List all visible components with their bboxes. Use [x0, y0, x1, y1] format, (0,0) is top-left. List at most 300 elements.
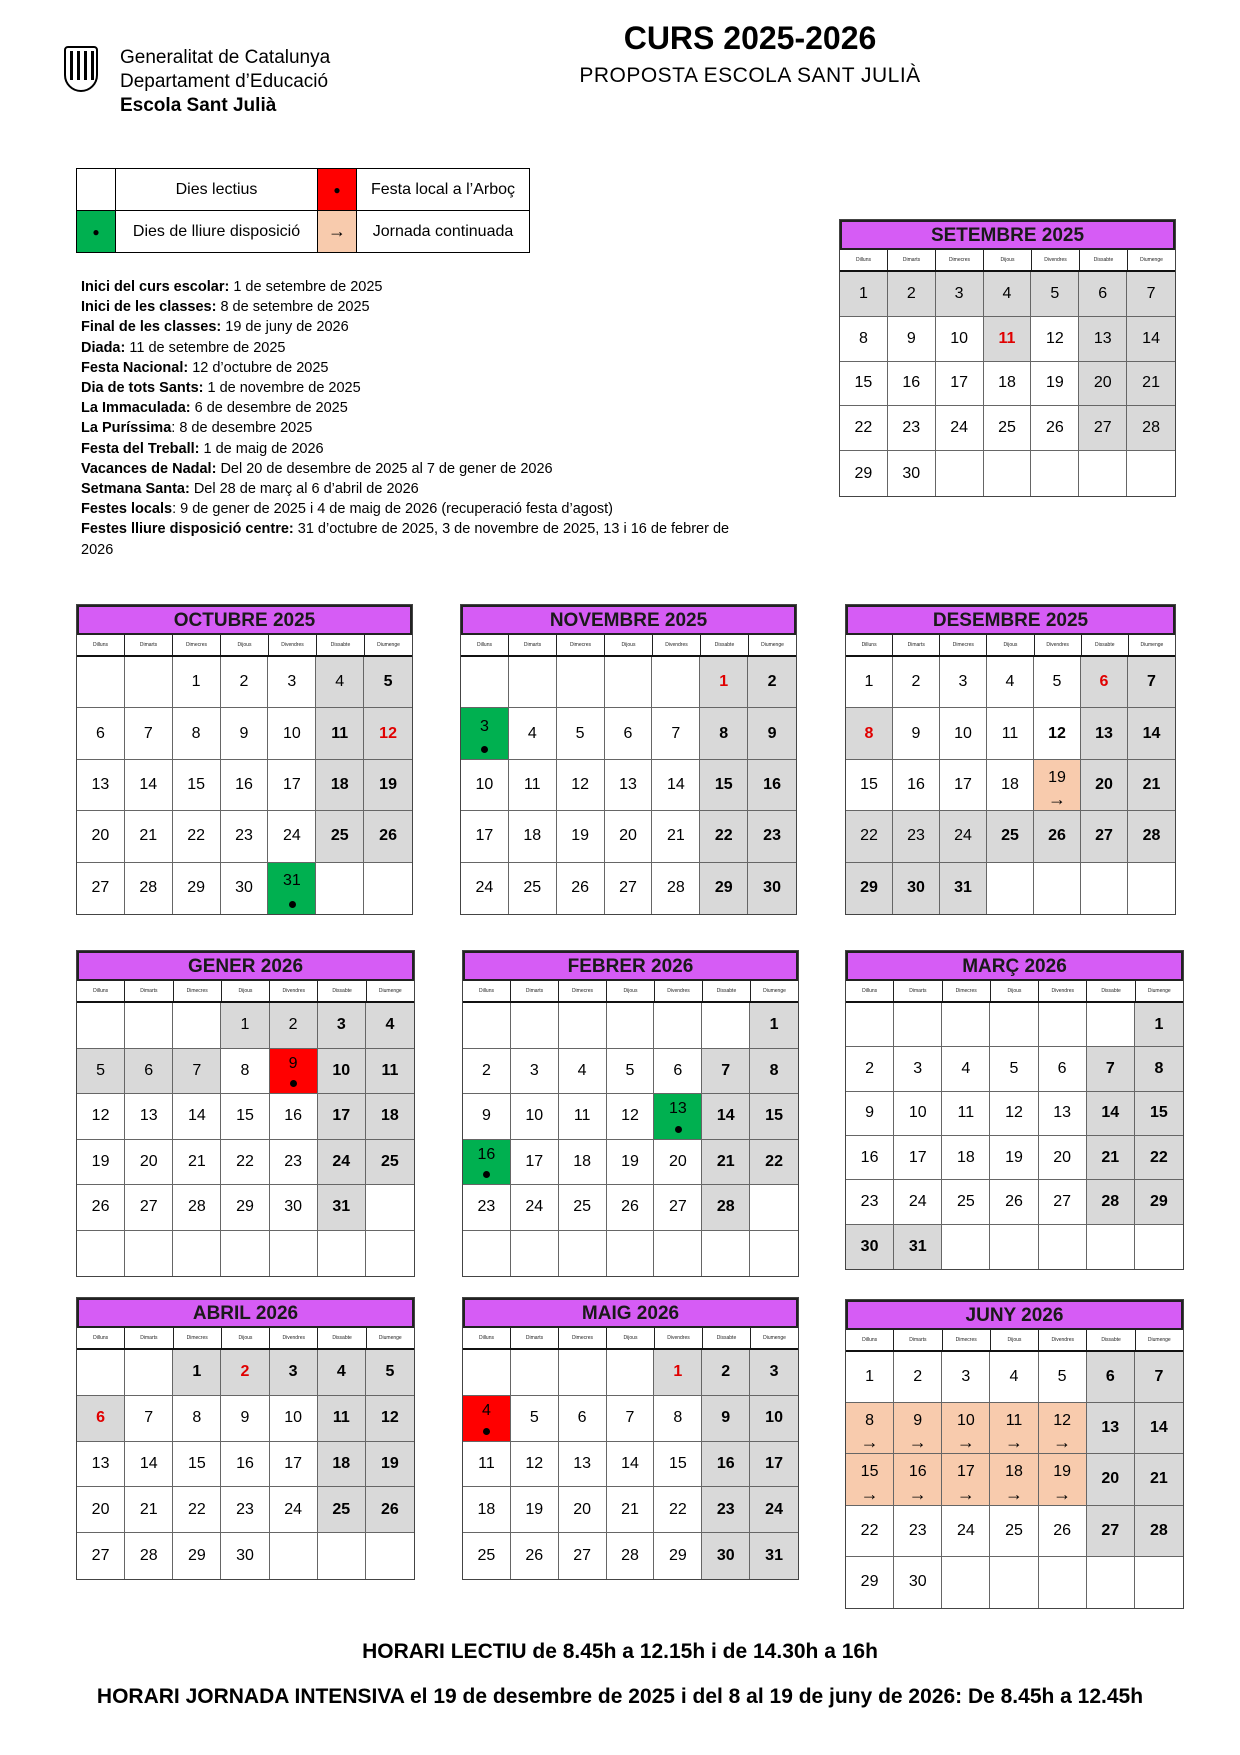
day-number: 5 — [1052, 673, 1062, 691]
month-grid — [461, 657, 796, 914]
empty-day-cell — [1087, 1225, 1135, 1269]
day-number: 9 — [240, 1409, 250, 1427]
day-number: 9 — [913, 1412, 923, 1430]
day-number: 23 — [236, 1500, 254, 1518]
day-cell — [559, 1396, 607, 1442]
day-cell — [990, 1506, 1038, 1557]
dot-icon — [290, 1080, 297, 1087]
day-number: 15 — [187, 775, 206, 793]
day-cell — [940, 760, 987, 811]
day-number: 10 — [908, 1104, 927, 1122]
month-grid — [77, 1350, 414, 1579]
day-number: 25 — [381, 1152, 399, 1170]
weekday-label: Dimarts — [893, 635, 940, 655]
day-cell — [750, 1003, 798, 1049]
day-number: 10 — [282, 724, 301, 742]
day-number: 21 — [1101, 1148, 1120, 1166]
day-number: 8 — [719, 724, 729, 742]
day-number: 18 — [573, 1152, 592, 1170]
day-number: 12 — [381, 1409, 399, 1427]
day-cell — [509, 811, 557, 862]
day-number: 29 — [187, 1547, 206, 1565]
day-number: 23 — [908, 1521, 927, 1539]
day-number: 18 — [1001, 775, 1019, 793]
empty-day-cell — [511, 1003, 559, 1049]
key-date-line — [81, 479, 761, 499]
day-cell — [559, 1487, 607, 1533]
day-number: 2 — [913, 1368, 923, 1386]
day-number: 30 — [908, 1573, 927, 1591]
day-number: 18 — [477, 1500, 496, 1518]
day-number: 15 — [236, 1107, 254, 1125]
calendar-abril — [76, 1297, 415, 1580]
day-number: 10 — [956, 1412, 975, 1430]
day-number: 15 — [1150, 1104, 1168, 1122]
day-number: 19 — [1005, 1148, 1023, 1166]
day-cell — [461, 863, 509, 914]
day-cell — [1135, 1454, 1183, 1505]
day-cell — [652, 863, 700, 914]
day-number: 20 — [139, 1152, 158, 1170]
day-cell — [607, 1094, 655, 1140]
day-number: 11 — [381, 1061, 399, 1079]
month-title: NOVEMBRE 2025 — [461, 605, 796, 635]
day-cell — [1135, 1092, 1183, 1136]
day-cell — [840, 272, 888, 317]
day-cell — [221, 1442, 269, 1488]
day-cell — [750, 1094, 798, 1140]
day-number: 8 — [858, 329, 868, 347]
dot-icon — [481, 746, 488, 753]
empty-day-cell — [270, 1231, 318, 1277]
day-cell — [846, 1352, 894, 1403]
day-cell — [846, 1092, 894, 1136]
day-cell — [840, 362, 888, 407]
day-cell — [318, 1003, 366, 1049]
day-number: 30 — [902, 464, 921, 482]
day-cell — [125, 1533, 173, 1579]
day-number: 12 — [379, 724, 397, 742]
weekday-header — [77, 981, 414, 1003]
day-cell — [125, 1140, 173, 1186]
day-cell — [364, 760, 412, 811]
day-number: 6 — [95, 724, 105, 742]
day-cell — [77, 1442, 125, 1488]
weekday-label: Divendres — [653, 635, 701, 655]
key-date-line — [81, 378, 761, 398]
day-cell — [557, 863, 605, 914]
day-number: 20 — [1093, 374, 1112, 392]
arrow-right-icon: → — [860, 1483, 879, 1504]
day-cell — [1034, 811, 1081, 862]
day-cell — [221, 1094, 269, 1140]
weekday-label: Dissabte — [1087, 981, 1135, 1001]
day-cell — [173, 657, 221, 708]
day-number: 26 — [525, 1547, 544, 1565]
key-date-line — [81, 439, 761, 459]
day-number: 6 — [1099, 673, 1109, 691]
day-cell — [268, 863, 316, 914]
day-number: 7 — [143, 724, 153, 742]
legend-local-label: Festa local a l’Arboç — [357, 169, 530, 211]
day-cell — [364, 708, 412, 759]
day-number: 23 — [907, 827, 925, 845]
empty-day-cell — [1034, 863, 1081, 914]
day-cell — [846, 657, 893, 708]
day-cell — [984, 362, 1032, 407]
weekday-label: Dimarts — [511, 1328, 559, 1348]
empty-day-cell — [461, 657, 509, 708]
day-number: 5 — [1009, 1059, 1019, 1077]
day-cell — [942, 1506, 990, 1557]
day-cell — [990, 1047, 1038, 1091]
empty-day-cell — [1079, 451, 1127, 496]
day-number: 8 — [192, 1409, 202, 1427]
empty-day-cell — [173, 1231, 221, 1277]
day-number: 8 — [673, 1409, 683, 1427]
day-cell — [509, 863, 557, 914]
day-cell — [840, 406, 888, 451]
day-cell — [942, 1454, 990, 1505]
day-number: 27 — [1095, 827, 1113, 845]
day-number: 6 — [1057, 1059, 1067, 1077]
empty-day-cell — [1039, 1003, 1087, 1047]
day-cell — [1039, 1352, 1087, 1403]
day-number: 28 — [1150, 1521, 1168, 1539]
day-number: 10 — [765, 1409, 783, 1427]
empty-day-cell — [366, 1533, 414, 1579]
day-number: 13 — [619, 775, 637, 793]
day-number: 24 — [525, 1198, 544, 1216]
day-number: 31 — [282, 872, 301, 890]
day-cell — [366, 1442, 414, 1488]
day-number: 31 — [332, 1198, 351, 1216]
empty-day-cell — [559, 1350, 607, 1396]
weekday-label: Dilluns — [846, 1330, 894, 1350]
key-date-label: Vacances de Nadal: — [81, 460, 217, 477]
day-number: 9 — [721, 1409, 731, 1427]
day-cell — [940, 657, 987, 708]
key-date-text: Del 28 de març al 6 d’abril de 2026 — [189, 481, 419, 498]
day-cell — [318, 1442, 366, 1488]
month-title: FEBRER 2026 — [463, 951, 798, 981]
day-cell — [893, 863, 940, 914]
day-cell — [221, 708, 269, 759]
dot-icon — [289, 901, 296, 908]
empty-day-cell — [1087, 1557, 1135, 1608]
day-cell — [846, 1136, 894, 1180]
day-cell — [461, 708, 509, 759]
day-number: 20 — [668, 1152, 687, 1170]
day-cell — [509, 708, 557, 759]
arrow-right-icon: → — [956, 1432, 975, 1453]
day-cell — [318, 1049, 366, 1095]
day-cell — [700, 811, 748, 862]
day-number: 6 — [1105, 1368, 1115, 1386]
day-cell — [77, 1140, 125, 1186]
weekday-label: Dijous — [222, 1328, 270, 1348]
day-number: 4 — [1005, 673, 1015, 691]
day-cell — [750, 1140, 798, 1186]
arrow-right-icon: → — [956, 1483, 975, 1504]
day-number: 6 — [96, 1409, 106, 1427]
day-cell — [893, 708, 940, 759]
day-cell — [559, 1533, 607, 1579]
key-date-line — [81, 358, 761, 378]
day-number: 15 — [765, 1107, 783, 1125]
day-cell — [463, 1049, 511, 1095]
empty-day-cell — [990, 1003, 1038, 1047]
day-number: 19 — [379, 775, 397, 793]
legend-local-swatch — [318, 169, 357, 211]
key-date-label: Final de les classes: — [81, 319, 222, 336]
day-cell — [846, 811, 893, 862]
day-number: 22 — [236, 1152, 254, 1170]
weekday-label: Diumenge — [763, 1335, 786, 1341]
day-cell — [366, 1003, 414, 1049]
empty-day-cell — [942, 1557, 990, 1608]
day-number: 30 — [860, 1237, 879, 1255]
day-cell — [652, 760, 700, 811]
day-number: 9 — [865, 1104, 875, 1122]
day-cell — [1127, 272, 1175, 317]
day-cell — [463, 1533, 511, 1579]
weekday-header — [463, 1328, 798, 1350]
day-number: 27 — [1053, 1192, 1072, 1210]
day-cell — [221, 811, 269, 862]
day-number: 30 — [235, 879, 253, 897]
day-number: 5 — [383, 673, 393, 691]
day-number: 9 — [906, 329, 916, 347]
dot-icon — [675, 1126, 682, 1133]
day-number: 3 — [954, 284, 964, 302]
key-date-label: La Immaculada: — [81, 400, 191, 417]
empty-day-cell — [1135, 1225, 1183, 1269]
day-number: 3 — [287, 673, 297, 691]
day-cell — [748, 657, 796, 708]
day-cell — [888, 362, 936, 407]
day-number: 14 — [139, 775, 158, 793]
day-cell — [1087, 1506, 1135, 1557]
day-number: 6 — [623, 724, 633, 742]
weekday-label: Divendres — [1039, 981, 1087, 1001]
day-number: 24 — [284, 1500, 303, 1518]
weekday-label: Dilluns — [77, 1328, 125, 1348]
day-number: 13 — [1093, 329, 1112, 347]
weekday-header — [846, 981, 1183, 1003]
legend-continuous-label: Jornada continuada — [357, 211, 530, 253]
day-number: 17 — [908, 1148, 927, 1166]
day-number: 16 — [477, 1145, 496, 1163]
empty-day-cell — [1087, 1003, 1135, 1047]
day-number: 27 — [573, 1547, 592, 1565]
weekday-label: Dissabte — [317, 635, 365, 655]
key-date-line — [81, 499, 761, 519]
empty-day-cell — [607, 1003, 655, 1049]
day-cell — [940, 708, 987, 759]
key-date-line — [81, 297, 761, 317]
day-cell — [366, 1350, 414, 1396]
day-number: 16 — [908, 1463, 927, 1481]
calendar-setembre — [839, 219, 1176, 497]
day-cell — [990, 1403, 1038, 1454]
weekday-label: Dimarts — [125, 1328, 173, 1348]
empty-day-cell — [984, 451, 1032, 496]
day-cell — [936, 317, 984, 362]
day-number: 29 — [236, 1198, 254, 1216]
day-cell — [270, 1185, 318, 1231]
empty-day-cell — [936, 451, 984, 496]
key-date-text: 8 de setembre de 2025 — [216, 299, 370, 316]
day-cell — [748, 811, 796, 862]
key-date-text: 1 de maig de 2026 — [199, 440, 324, 457]
dot-icon: ● — [333, 182, 341, 197]
day-number: 30 — [236, 1547, 254, 1565]
page-subtitle: PROPOSTA ESCOLA SANT JULIÀ — [579, 64, 921, 87]
arrow-right-icon: → — [1053, 1483, 1072, 1504]
day-cell — [607, 1185, 655, 1231]
day-cell — [936, 406, 984, 451]
empty-day-cell — [366, 1185, 414, 1231]
day-cell — [605, 811, 653, 862]
weekday-label: Dijous — [984, 250, 1032, 270]
empty-day-cell — [1039, 1557, 1087, 1608]
day-number: 30 — [284, 1198, 303, 1216]
key-date-text: 1 de setembre de 2025 — [229, 279, 383, 295]
day-number: 4 — [1009, 1368, 1019, 1386]
weekday-label: Diumenge — [1140, 642, 1164, 648]
day-number: 14 — [1142, 724, 1161, 742]
legend-lective-swatch — [77, 169, 116, 211]
day-cell — [702, 1140, 750, 1186]
day-number: 8 — [865, 1412, 875, 1430]
weekday-header — [840, 250, 1175, 272]
day-number: 26 — [379, 827, 397, 845]
day-cell — [984, 406, 1032, 451]
day-cell — [654, 1185, 702, 1231]
day-cell — [509, 760, 557, 811]
calendar-gener — [76, 950, 415, 1277]
day-number: 1 — [191, 673, 201, 691]
weekday-label: Dimarts — [125, 981, 173, 1001]
day-cell — [894, 1454, 942, 1505]
day-number: 25 — [477, 1547, 496, 1565]
weekday-label: Dijous — [605, 635, 653, 655]
day-number: 26 — [381, 1500, 399, 1518]
day-number: 26 — [1045, 419, 1064, 437]
day-number: 11 — [332, 1409, 350, 1427]
key-dates-list — [81, 277, 761, 560]
day-cell — [1034, 760, 1081, 811]
day-number: 13 — [668, 1100, 687, 1118]
day-number: 6 — [673, 1061, 683, 1079]
day-cell — [846, 1557, 894, 1608]
day-number: 10 — [954, 724, 972, 742]
day-cell — [270, 1487, 318, 1533]
key-date-line — [81, 277, 761, 297]
day-number: 29 — [714, 879, 733, 897]
day-number: 28 — [716, 1198, 735, 1216]
key-date-text: Del 20 de desembre de 2025 al 7 de gener de 2026 — [216, 460, 553, 477]
day-cell — [750, 1396, 798, 1442]
day-cell — [654, 1049, 702, 1095]
day-number: 22 — [187, 827, 206, 845]
day-number: 13 — [91, 775, 110, 793]
day-number: 7 — [721, 1061, 731, 1079]
day-number: 7 — [671, 724, 681, 742]
day-cell — [750, 1442, 798, 1488]
day-cell — [366, 1094, 414, 1140]
day-cell — [942, 1180, 990, 1224]
day-cell — [1087, 1454, 1135, 1505]
day-number: 1 — [865, 1368, 875, 1386]
weekday-label: Dissabte — [1080, 250, 1128, 270]
day-number: 28 — [1142, 419, 1160, 437]
day-cell — [77, 760, 125, 811]
empty-day-cell — [750, 1231, 798, 1277]
day-number: 25 — [998, 419, 1016, 437]
day-cell — [1087, 1403, 1135, 1454]
weekday-label: Dissabte — [1087, 1330, 1135, 1350]
day-cell — [846, 1180, 894, 1224]
day-cell — [894, 1352, 942, 1403]
day-cell — [1079, 362, 1127, 407]
generalitat-seal-icon — [64, 46, 98, 92]
empty-day-cell — [511, 1231, 559, 1277]
key-date-line — [81, 317, 761, 337]
day-number: 15 — [714, 775, 733, 793]
day-number: 7 — [1105, 1059, 1115, 1077]
day-cell — [888, 406, 936, 451]
day-cell — [1128, 760, 1175, 811]
day-cell — [702, 1049, 750, 1095]
day-cell — [840, 451, 888, 496]
weekday-label: Dimarts — [511, 981, 559, 1001]
day-number: 22 — [765, 1152, 783, 1170]
day-cell — [511, 1533, 559, 1579]
weekday-label: Diumenge — [1147, 988, 1171, 994]
day-number: 4 — [385, 1016, 395, 1034]
day-number: 12 — [621, 1107, 639, 1125]
day-number: 8 — [769, 1061, 779, 1079]
arrow-right-icon: → — [328, 221, 346, 241]
day-number: 28 — [621, 1547, 639, 1565]
weekday-label: Dijous — [222, 981, 270, 1001]
day-cell — [990, 1180, 1038, 1224]
day-number: 9 — [911, 724, 921, 742]
day-cell — [894, 1225, 942, 1269]
day-number: 17 — [525, 1152, 544, 1170]
day-number: 19 — [1053, 1463, 1072, 1481]
empty-day-cell — [702, 1231, 750, 1277]
day-number: 19 — [571, 827, 590, 845]
empty-day-cell — [750, 1185, 798, 1231]
empty-day-cell — [463, 1003, 511, 1049]
day-number: 5 — [385, 1363, 395, 1381]
day-number: 5 — [625, 1061, 635, 1079]
day-cell — [894, 1136, 942, 1180]
day-number: 20 — [91, 1500, 110, 1518]
calendar-octubre — [76, 604, 413, 915]
day-cell — [318, 1140, 366, 1186]
day-number: 26 — [1053, 1521, 1072, 1539]
day-cell — [511, 1049, 559, 1095]
day-cell — [173, 1140, 221, 1186]
day-number: 17 — [282, 775, 301, 793]
day-number: 13 — [573, 1454, 592, 1472]
month-title: JUNY 2026 — [846, 1300, 1183, 1330]
day-cell — [748, 708, 796, 759]
